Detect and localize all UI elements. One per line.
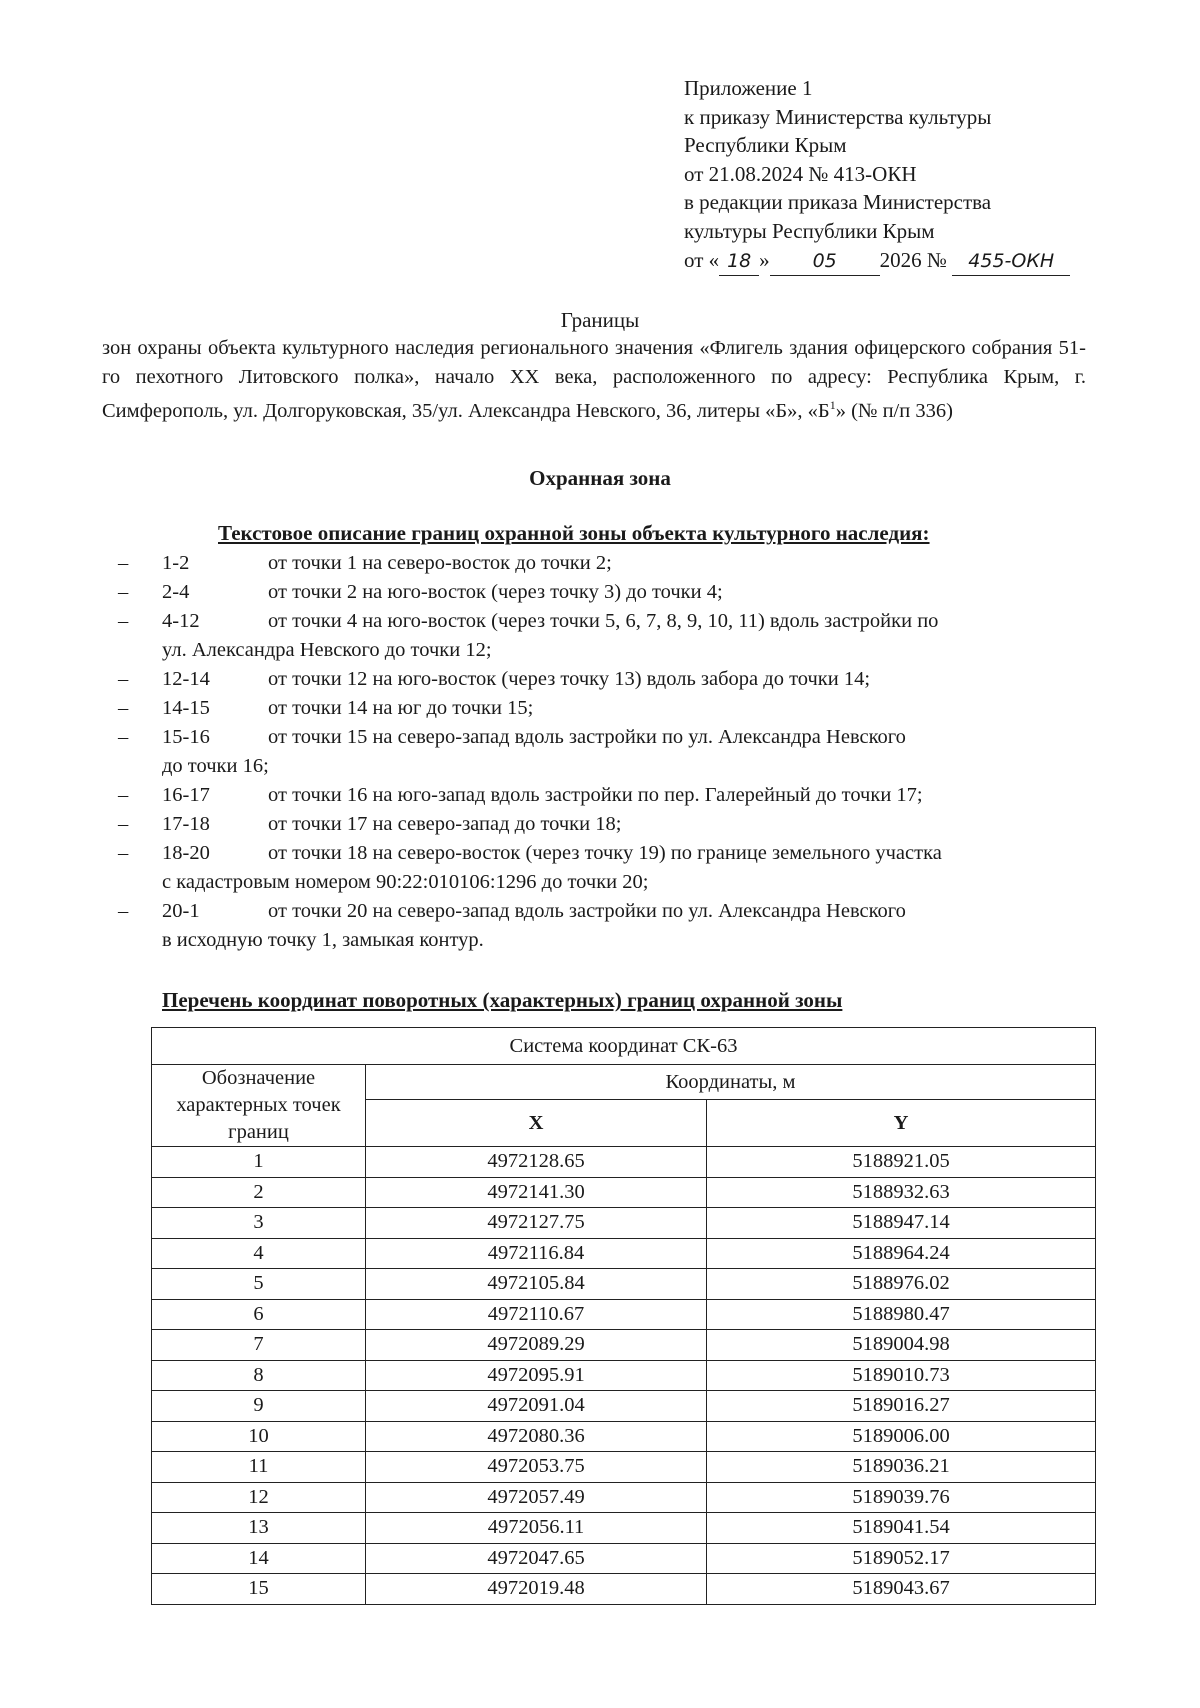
y-cell: 5189036.21 xyxy=(707,1452,1096,1483)
segment-text: от точки 17 на северо-запад до точки 18; xyxy=(268,813,622,835)
x-cell: 4972091.04 xyxy=(366,1391,707,1422)
zone-heading: Охранная зона xyxy=(529,466,671,490)
y-cell: 5189004.98 xyxy=(707,1330,1096,1361)
list-dash: – xyxy=(118,697,129,719)
boundary-description-list xyxy=(118,549,1088,955)
appendix-line: в редакции приказа Министерства xyxy=(684,190,992,215)
date-mid: » xyxy=(759,247,770,272)
list-dash: – xyxy=(118,813,129,835)
table-row xyxy=(152,1574,1096,1605)
point-cell: 7 xyxy=(152,1330,366,1361)
coordinate-system-cell: Система координат СК-63 xyxy=(152,1028,1096,1065)
document-title: Границы xyxy=(560,308,640,332)
x-header-cell: X xyxy=(366,1100,707,1147)
segment-text-continuation: в исходную точку 1, замыкая контур. xyxy=(162,929,484,951)
coordinates-header-cell: Координаты, м xyxy=(366,1065,1096,1100)
segment-code: 20-1 xyxy=(162,900,200,922)
list-dash: – xyxy=(118,726,129,748)
table-row xyxy=(152,1177,1096,1208)
table-row xyxy=(152,1147,1096,1178)
handwritten-order-number: 455-ОКН xyxy=(952,247,1070,277)
table-row xyxy=(152,1330,1096,1361)
appendix-line: Республики Крым xyxy=(684,133,847,158)
x-cell: 4972127.75 xyxy=(366,1208,707,1239)
table-row xyxy=(152,1208,1096,1239)
table-row xyxy=(152,1269,1096,1300)
list-dash: – xyxy=(118,668,129,690)
point-header-cell: Обозначение характерных точек границ xyxy=(152,1065,366,1147)
segment-code: 4-12 xyxy=(162,610,200,632)
handwritten-month: 05 xyxy=(770,247,880,277)
segment-text: от точки 16 на юго-запад вдоль застройки по пер. Галерейный до точки 17; xyxy=(268,784,923,806)
segment-text: от точки 1 на северо-восток до точки 2; xyxy=(268,552,612,574)
list-dash: – xyxy=(118,842,129,864)
y-cell: 5189016.27 xyxy=(707,1391,1096,1422)
table-row xyxy=(152,1299,1096,1330)
point-cell: 3 xyxy=(152,1208,366,1239)
x-cell: 4972047.65 xyxy=(366,1543,707,1574)
segment-code: 14-15 xyxy=(162,697,210,719)
segment-code: 18-20 xyxy=(162,842,210,864)
table-row xyxy=(152,1452,1096,1483)
x-cell: 4972095.91 xyxy=(366,1360,707,1391)
list-item xyxy=(118,607,1088,665)
segment-text: от точки 20 на северо-запад вдоль застройки по ул. Александра Невского xyxy=(268,900,906,922)
list-item xyxy=(118,723,1088,781)
point-cell: 14 xyxy=(152,1543,366,1574)
point-cell: 8 xyxy=(152,1360,366,1391)
intro-text: зон охраны объекта культурного наследия регионального значения «Флигель здания офицерского собрания 51-го пехотного Литовского полка», начало XX века, расположенного по адресу: Республика Крым, г. Симферополь, ул. Долгоруковская, 35/ул. Александра Невского, 36, литеры «Б», «Б xyxy=(102,337,1086,422)
x-cell: 4972141.30 xyxy=(366,1177,707,1208)
intro-tail: » (№ п/п 336) xyxy=(835,399,953,422)
coordinates-table xyxy=(151,1027,1096,1605)
list-dash: – xyxy=(118,784,129,806)
handwritten-day: 18 xyxy=(719,247,759,277)
list-dash: – xyxy=(118,581,129,603)
list-dash: – xyxy=(118,610,129,632)
list-item xyxy=(118,694,1088,723)
date-prefix: от « xyxy=(684,247,720,272)
y-cell: 5189006.00 xyxy=(707,1421,1096,1452)
table-row xyxy=(152,1543,1096,1574)
segment-text-continuation: с кадастровым номером 90:22:010106:1296 до точки 20; xyxy=(162,871,649,893)
segment-code: 12-14 xyxy=(162,668,210,690)
appendix-header xyxy=(684,74,1070,276)
point-cell: 11 xyxy=(152,1452,366,1483)
list-item xyxy=(118,839,1088,897)
list-item xyxy=(118,578,1088,607)
y-cell: 5189039.76 xyxy=(707,1482,1096,1513)
list-item xyxy=(118,781,1088,810)
segment-code: 1-2 xyxy=(162,552,190,574)
point-cell: 10 xyxy=(152,1421,366,1452)
y-header-cell: Y xyxy=(707,1100,1096,1147)
appendix-line: культуры Республики Крым xyxy=(684,218,935,243)
segment-text: от точки 18 на северо-восток (через точку 19) по границе земельного участка xyxy=(268,842,942,864)
point-cell: 4 xyxy=(152,1238,366,1269)
point-cell: 2 xyxy=(152,1177,366,1208)
point-cell: 5 xyxy=(152,1269,366,1300)
intro-paragraph xyxy=(102,334,1086,425)
segment-text: от точки 14 на юг до точки 15; xyxy=(268,697,534,719)
x-cell: 4972110.67 xyxy=(366,1299,707,1330)
segment-code: 2-4 xyxy=(162,581,190,603)
y-cell: 5188947.14 xyxy=(707,1208,1096,1239)
y-cell: 5188932.63 xyxy=(707,1177,1096,1208)
segment-code: 17-18 xyxy=(162,813,210,835)
appendix-line: Приложение 1 xyxy=(684,76,813,100)
y-cell: 5188980.47 xyxy=(707,1299,1096,1330)
y-cell: 5188921.05 xyxy=(707,1147,1096,1178)
intro-superscript: 1 xyxy=(829,398,836,412)
x-cell: 4972105.84 xyxy=(366,1269,707,1300)
x-cell: 4972057.49 xyxy=(366,1482,707,1513)
segment-text: от точки 15 на северо-запад вдоль застройки по ул. Александра Невского xyxy=(268,726,906,748)
list-item xyxy=(118,549,1088,578)
y-cell: 5188964.24 xyxy=(707,1238,1096,1269)
description-heading: Текстовое описание границ охранной зоны объекта культурного наследия: xyxy=(218,521,930,545)
segment-code: 16-17 xyxy=(162,784,210,806)
segment-text-continuation: до точки 16; xyxy=(162,755,269,777)
y-cell: 5189052.17 xyxy=(707,1543,1096,1574)
segment-text-continuation: ул. Александра Невского до точки 12; xyxy=(162,639,492,661)
table-row xyxy=(152,1238,1096,1269)
list-item xyxy=(118,810,1088,839)
appendix-line: к приказу Министерства культуры xyxy=(684,104,992,129)
list-dash: – xyxy=(118,552,129,574)
table-row xyxy=(152,1513,1096,1544)
x-cell: 4972019.48 xyxy=(366,1574,707,1605)
x-cell: 4972116.84 xyxy=(366,1238,707,1269)
segment-text: от точки 2 на юго-восток (через точку 3) до точки 4; xyxy=(268,581,723,603)
table-row xyxy=(152,1391,1096,1422)
table-row xyxy=(152,1482,1096,1513)
segment-code: 15-16 xyxy=(162,726,210,748)
point-cell: 12 xyxy=(152,1482,366,1513)
point-cell: 13 xyxy=(152,1513,366,1544)
appendix-date-line xyxy=(684,246,1070,277)
point-cell: 1 xyxy=(152,1147,366,1178)
x-cell: 4972080.36 xyxy=(366,1421,707,1452)
y-cell: 5189041.54 xyxy=(707,1513,1096,1544)
x-cell: 4972128.65 xyxy=(366,1147,707,1178)
x-cell: 4972053.75 xyxy=(366,1452,707,1483)
x-cell: 4972089.29 xyxy=(366,1330,707,1361)
table-row xyxy=(152,1360,1096,1391)
list-item xyxy=(118,665,1088,694)
date-year: 2026 № xyxy=(879,247,947,272)
table-row xyxy=(152,1421,1096,1452)
y-cell: 5189010.73 xyxy=(707,1360,1096,1391)
segment-text: от точки 12 на юго-восток (через точку 13) вдоль забора до точки 14; xyxy=(268,668,871,690)
point-cell: 9 xyxy=(152,1391,366,1422)
appendix-line: от 21.08.2024 № 413-ОКН xyxy=(684,161,917,186)
list-item xyxy=(118,897,1088,955)
y-cell: 5188976.02 xyxy=(707,1269,1096,1300)
point-cell: 15 xyxy=(152,1574,366,1605)
y-cell: 5189043.67 xyxy=(707,1574,1096,1605)
point-cell: 6 xyxy=(152,1299,366,1330)
segment-text: от точки 4 на юго-восток (через точки 5, 6, 7, 8, 9, 10, 11) вдоль застройки по xyxy=(268,610,939,632)
x-cell: 4972056.11 xyxy=(366,1513,707,1544)
list-dash: – xyxy=(118,900,129,922)
coordinates-heading: Перечень координат поворотных (характерных) границ охранной зоны xyxy=(162,988,843,1012)
coordinates-table-body xyxy=(152,1147,1096,1605)
